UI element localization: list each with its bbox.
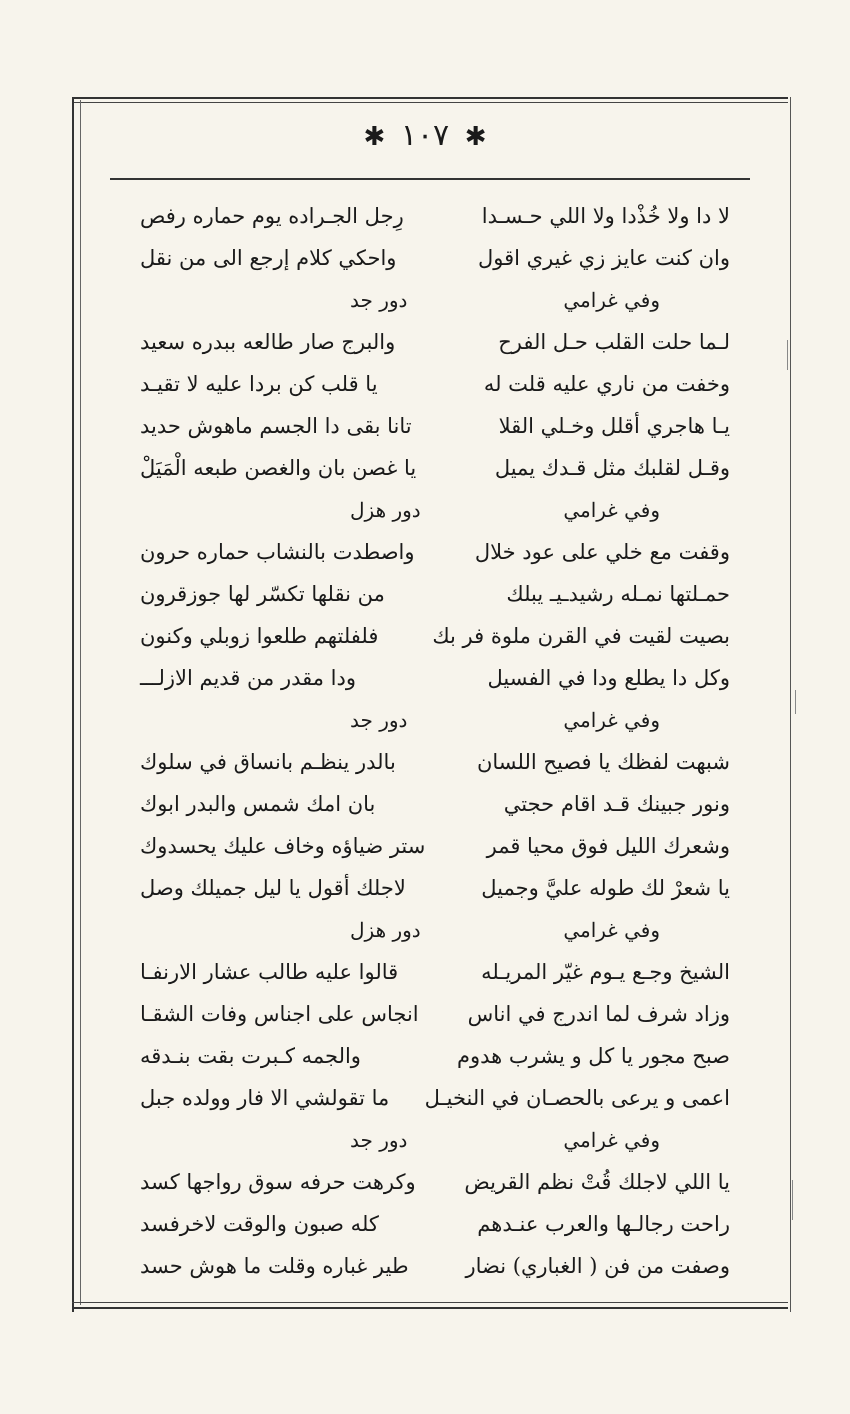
hemistich-right: وكل دا يطلع ودا في الفسيل: [487, 666, 730, 690]
header-rule: [110, 178, 750, 180]
hemistich-left: رِجل الجـراده يوم حماره رفص: [140, 204, 404, 228]
hemistich-right: وشعرك الليل فوق محيا قمر: [486, 834, 730, 858]
hemistich-left: انجاس على اجناس وفات الشقـا: [140, 1002, 419, 1026]
refrain-label: وفي غرامي: [563, 708, 660, 732]
refrain-label: وفي غرامي: [563, 498, 660, 522]
verse-line: [140, 741, 730, 783]
refrain-label: وفي غرامي: [563, 288, 660, 312]
refrain-line: [140, 699, 730, 741]
verse-line: [140, 195, 730, 237]
hemistich-left: ما تقولشي الا فار وولده جبل: [140, 1086, 390, 1110]
hemistich-right: وان كنت عايز زي غيري اقول: [478, 246, 730, 270]
hemistich-right: يـا هاجري أقلل وخـلي القلا: [498, 414, 730, 438]
verse-line: [140, 951, 730, 993]
hemistich-left: بان امك شمس والبدر ابوك: [140, 792, 376, 816]
hemistich-right: لا دا ولا خُذْدا ولا اللي حـسـدا: [481, 204, 730, 228]
refrain-line: [140, 1119, 730, 1161]
dour-label: دور هزل: [350, 918, 421, 942]
hemistich-right: راحت رجالـها والعرب عنـدهم: [477, 1212, 730, 1236]
verse-line: [140, 1035, 730, 1077]
verse-line: [140, 447, 730, 489]
hemistich-left: يا قلب كن بردا عليه لا تقيـد: [140, 372, 378, 396]
verse-line: [140, 237, 730, 279]
dour-label: دور جد: [350, 708, 408, 732]
hemistich-right: وزاد شرف لما اندرج في اناس: [467, 1002, 730, 1026]
hemistich-left: تانا بقى دا الجسم ماهوش حديد: [140, 414, 412, 438]
dour-label: دور هزل: [350, 498, 421, 522]
dour-label: دور جد: [350, 1128, 408, 1152]
verse-line: [140, 405, 730, 447]
margin-mark: [792, 1180, 793, 1220]
verse-line: [140, 657, 730, 699]
verse-line: [140, 615, 730, 657]
hemistich-right: وقـل لقلبك مثل قـدك يميل: [494, 456, 730, 480]
hemistich-left: ودا مقدر من قديم الازلـــ: [140, 666, 356, 690]
hemistich-left: فلفلتهم طلعوا زوبلي وكنون: [140, 624, 379, 648]
margin-mark: [795, 690, 796, 714]
frame-inner-rule: [80, 100, 81, 1305]
hemistich-left: لاجلك أقول يا ليل جميلك وصل: [140, 876, 406, 900]
hemistich-right: حمـلتها نمـله رشيدـيـ يبلك: [506, 582, 730, 606]
hemistich-right: يا شعرْ لك طوله عليَّ وجميل: [481, 876, 730, 900]
verse-line: [140, 573, 730, 615]
refrain-label: وفي غرامي: [563, 1128, 660, 1152]
hemistich-right: اعمى و يرعى بالحصـان في النخيـل: [424, 1086, 730, 1110]
verse-line: [140, 1245, 730, 1287]
refrain-label: وفي غرامي: [563, 918, 660, 942]
hemistich-left: بالدر ينظـم بانساق في سلوك: [140, 750, 396, 774]
hemistich-right: وصفت من فن ( الغباري) نضار: [465, 1254, 730, 1278]
hemistich-left: والجمه كـبرت بقت بنـدقه: [140, 1044, 361, 1068]
verse-line: [140, 363, 730, 405]
hemistich-left: ستر ضياؤه وخاف عليك يحسدوك: [140, 834, 426, 858]
hemistich-right: ونور جبينك قـد اقام حجتي: [503, 792, 730, 816]
page-number-header: [0, 118, 850, 153]
hemistich-left: يا غصن بان والغصن طبعه الْمَيَلْ: [140, 456, 417, 480]
hemistich-right: شبهت لفظك يا فصيح اللسان: [476, 750, 730, 774]
hemistich-right: يا اللي لاجلك قُتْ نظم القريض: [464, 1170, 730, 1194]
verse-line: [140, 1077, 730, 1119]
refrain-line: [140, 489, 730, 531]
hemistich-right: الشيخ وجـع يـوم غيّر المريـله: [481, 960, 730, 984]
hemistich-left: وكرهت حرفه سوق رواجها كسد: [140, 1170, 416, 1194]
refrain-line: [140, 909, 730, 951]
hemistich-left: قالوا عليه طالب عشار الارنفـا: [140, 960, 399, 984]
verse-line: [140, 1203, 730, 1245]
hemistich-left: كله صبون والوقت لاخرفسد: [140, 1212, 379, 1236]
verse-line: [140, 993, 730, 1035]
verse-line: [140, 1161, 730, 1203]
dour-label: دور جد: [350, 288, 408, 312]
poem-body: [140, 195, 730, 1287]
page-number: ١٠٧: [400, 118, 450, 153]
verse-line: [140, 867, 730, 909]
verse-line: [140, 783, 730, 825]
hemistich-right: لـما حلت القلب حـل الفرح: [498, 330, 730, 354]
refrain-line: [140, 279, 730, 321]
ornament-icon: ✱: [363, 122, 386, 152]
hemistich-left: من نقلها تكسّر لها جوزقرون: [140, 582, 385, 606]
hemistich-left: والبرج صار طالعه ببدره سعيد: [140, 330, 396, 354]
margin-mark: [787, 340, 788, 370]
hemistich-right: صبح مجور يا كل و يشرب هدوم: [456, 1044, 730, 1068]
verse-line: [140, 321, 730, 363]
ornament-icon: ✱: [464, 122, 487, 152]
verse-line: [140, 825, 730, 867]
page-frame-bottom-rule: [72, 1302, 788, 1309]
hemistich-right: وخفت من ناري عليه قلت له: [483, 372, 730, 396]
verse-line: [140, 531, 730, 573]
hemistich-left: واحكي كلام إرجع الى من نقل: [140, 246, 397, 270]
hemistich-left: طير غباره وقلت ما هوش حسد: [140, 1254, 409, 1278]
hemistich-right: بصيت لقيت في القرن ملوة فر بك: [432, 624, 730, 648]
hemistich-left: واصطدت بالنشاب حماره حرون: [140, 540, 415, 564]
hemistich-right: وقفت مع خلي على عود خلال: [474, 540, 730, 564]
